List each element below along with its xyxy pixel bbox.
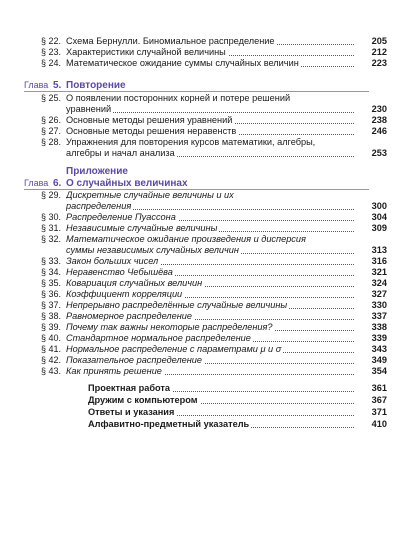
page-number: 338 xyxy=(371,322,387,332)
toc-entry-29-line1[interactable] xyxy=(0,190,410,201)
section-title: Почему так важны некоторые распределения? xyxy=(66,322,273,332)
entry-title: Проектная работа xyxy=(88,383,170,393)
section-title: Независимые случайные величины xyxy=(66,223,218,233)
toc-entry-39[interactable] xyxy=(0,322,410,333)
toc-entry-31[interactable] xyxy=(0,223,410,234)
page-number: 246 xyxy=(371,126,387,136)
section-number: § 22. xyxy=(40,36,61,46)
section-title: Упражнения для повторения курсов математики, алгебры, xyxy=(66,137,316,147)
page-number: 349 xyxy=(371,355,387,365)
toc-entry-37[interactable] xyxy=(0,300,410,311)
chapter-5-heading xyxy=(0,79,410,92)
page-number: 212 xyxy=(371,47,387,57)
section-number: § 24. xyxy=(40,58,61,68)
page-number: 337 xyxy=(371,311,387,321)
toc-entry-answers[interactable] xyxy=(0,407,410,418)
page-number: 313 xyxy=(371,245,387,255)
chapter-number: 6. xyxy=(53,178,62,189)
toc-entry-23[interactable] xyxy=(0,47,410,58)
page-number: 410 xyxy=(371,419,387,429)
page-number: 327 xyxy=(371,289,387,299)
page-number: 309 xyxy=(371,223,387,233)
entry-title: Дружим с компьютером xyxy=(88,395,198,405)
toc-entry-32-line1[interactable] xyxy=(0,234,410,245)
section-number: § 37. xyxy=(40,300,61,310)
section-number: § 32. xyxy=(40,234,61,244)
section-title: Математическое ожидание произведения и дисперсия xyxy=(66,234,306,244)
entry-title: Алфавитно-предметный указатель xyxy=(88,419,250,429)
toc-entry-32-line2[interactable] xyxy=(0,245,410,256)
chapter-title: Повторение xyxy=(66,80,126,91)
page-number: 330 xyxy=(371,300,387,310)
section-number: § 30. xyxy=(40,212,61,222)
section-title: Закон больших чисел xyxy=(66,256,159,266)
toc-entry-29-line2[interactable] xyxy=(0,201,410,212)
page-number: 367 xyxy=(371,395,387,405)
page-number: 354 xyxy=(371,366,387,376)
page-number: 339 xyxy=(371,333,387,343)
toc-entry-41[interactable] xyxy=(0,344,410,355)
toc-entry-28-line1[interactable] xyxy=(0,137,410,148)
section-number: § 26. xyxy=(40,115,61,125)
toc-entry-43[interactable] xyxy=(0,366,410,377)
toc-entry-28-line2[interactable] xyxy=(0,148,410,159)
section-number: § 23. xyxy=(40,47,61,57)
section-title: Основные методы решения уравнений xyxy=(66,115,233,125)
section-title: Как принять решение xyxy=(66,366,162,376)
section-title: Схема Бернулли. Биномиальное распределение xyxy=(66,36,275,46)
toc-entry-35[interactable] xyxy=(0,278,410,289)
section-title: Основные методы решения неравенств xyxy=(66,126,237,136)
page-number: 343 xyxy=(371,344,387,354)
section-number: § 36. xyxy=(40,289,61,299)
chapter-title: О случайных величинах xyxy=(66,178,188,189)
toc-entry-24[interactable] xyxy=(0,58,410,69)
section-title: Характеристики случайной величины xyxy=(66,47,226,57)
toc-entry-36[interactable] xyxy=(0,289,410,300)
toc-entry-25-line2[interactable] xyxy=(0,104,410,115)
section-title: Неравенство Чебышёва xyxy=(66,267,173,277)
toc-entry-30[interactable] xyxy=(0,212,410,223)
page-number: 223 xyxy=(371,58,387,68)
section-number: § 33. xyxy=(40,256,61,266)
section-number: § 28. xyxy=(40,137,61,147)
toc-entry-25-line1[interactable] xyxy=(0,93,410,104)
section-title: Нормальное распределение с параметрами μ и σ xyxy=(66,344,282,354)
section-number: § 40. xyxy=(40,333,61,343)
section-title: Равномерное распределение xyxy=(66,311,192,321)
toc-entry-40[interactable] xyxy=(0,333,410,344)
section-number: § 31. xyxy=(40,223,61,233)
section-number: § 34. xyxy=(40,267,61,277)
section-number: § 41. xyxy=(40,344,61,354)
section-number: § 38. xyxy=(40,311,61,321)
chapter-label: Глава xyxy=(24,178,49,188)
toc-entry-project-work[interactable] xyxy=(0,383,410,394)
page-number: 238 xyxy=(371,115,387,125)
section-title: Коэффициент корреляции xyxy=(66,289,183,299)
toc-entry-index[interactable] xyxy=(0,419,410,430)
section-title: Стандартное нормальное распределение xyxy=(66,333,251,343)
page-number: 324 xyxy=(371,278,387,288)
page-number: 205 xyxy=(371,36,387,46)
section-title: Распределение Пуассона xyxy=(66,212,176,222)
entry-title: Ответы и указания xyxy=(88,407,175,417)
page-number: 371 xyxy=(371,407,387,417)
section-number: § 43. xyxy=(40,366,61,376)
toc-entry-38[interactable] xyxy=(0,311,410,322)
section-number: § 35. xyxy=(40,278,61,288)
toc-entry-computer[interactable] xyxy=(0,395,410,406)
appendix-heading: Приложение xyxy=(66,166,128,177)
section-number: § 29. xyxy=(40,190,61,200)
page-number: 304 xyxy=(371,212,387,222)
section-title-continued: уравнений xyxy=(66,104,112,114)
page-number: 361 xyxy=(371,383,387,393)
section-title-continued: распределения xyxy=(66,201,132,211)
section-title: Непрерывно распределённые случайные величины xyxy=(66,300,288,310)
chapter-label: Глава xyxy=(24,80,49,90)
chapter-6-heading xyxy=(0,177,410,190)
page-number: 230 xyxy=(371,104,387,114)
chapter-underline xyxy=(24,91,369,92)
section-title-continued: суммы независимых случайных величин xyxy=(66,245,239,255)
page-number: 300 xyxy=(371,201,387,211)
toc-entry-27[interactable] xyxy=(0,126,410,137)
section-title: О появлении посторонних корней и потере решений xyxy=(66,93,291,103)
page-number: 316 xyxy=(371,256,387,266)
chapter-number: 5. xyxy=(53,80,62,91)
section-title-continued: алгебры и начал анализа xyxy=(66,148,175,158)
section-number: § 27. xyxy=(40,126,61,136)
toc-entry-26[interactable] xyxy=(0,115,410,126)
page-number: 321 xyxy=(371,267,387,277)
section-number: § 39. xyxy=(40,322,61,332)
section-title: Дискретные случайные величины и их xyxy=(66,190,234,200)
toc-entry-22[interactable] xyxy=(0,36,410,47)
section-title: Показательное распределение xyxy=(66,355,203,365)
toc-entry-34[interactable] xyxy=(0,267,410,278)
toc-entry-33[interactable] xyxy=(0,256,410,267)
page-number: 253 xyxy=(371,148,387,158)
section-title: Математическое ожидание суммы случайных величин xyxy=(66,58,299,68)
section-number: § 25. xyxy=(40,93,61,103)
section-number: § 42. xyxy=(40,355,61,365)
section-title: Ковариация случайных величин xyxy=(66,278,203,288)
toc-entry-42[interactable] xyxy=(0,355,410,366)
